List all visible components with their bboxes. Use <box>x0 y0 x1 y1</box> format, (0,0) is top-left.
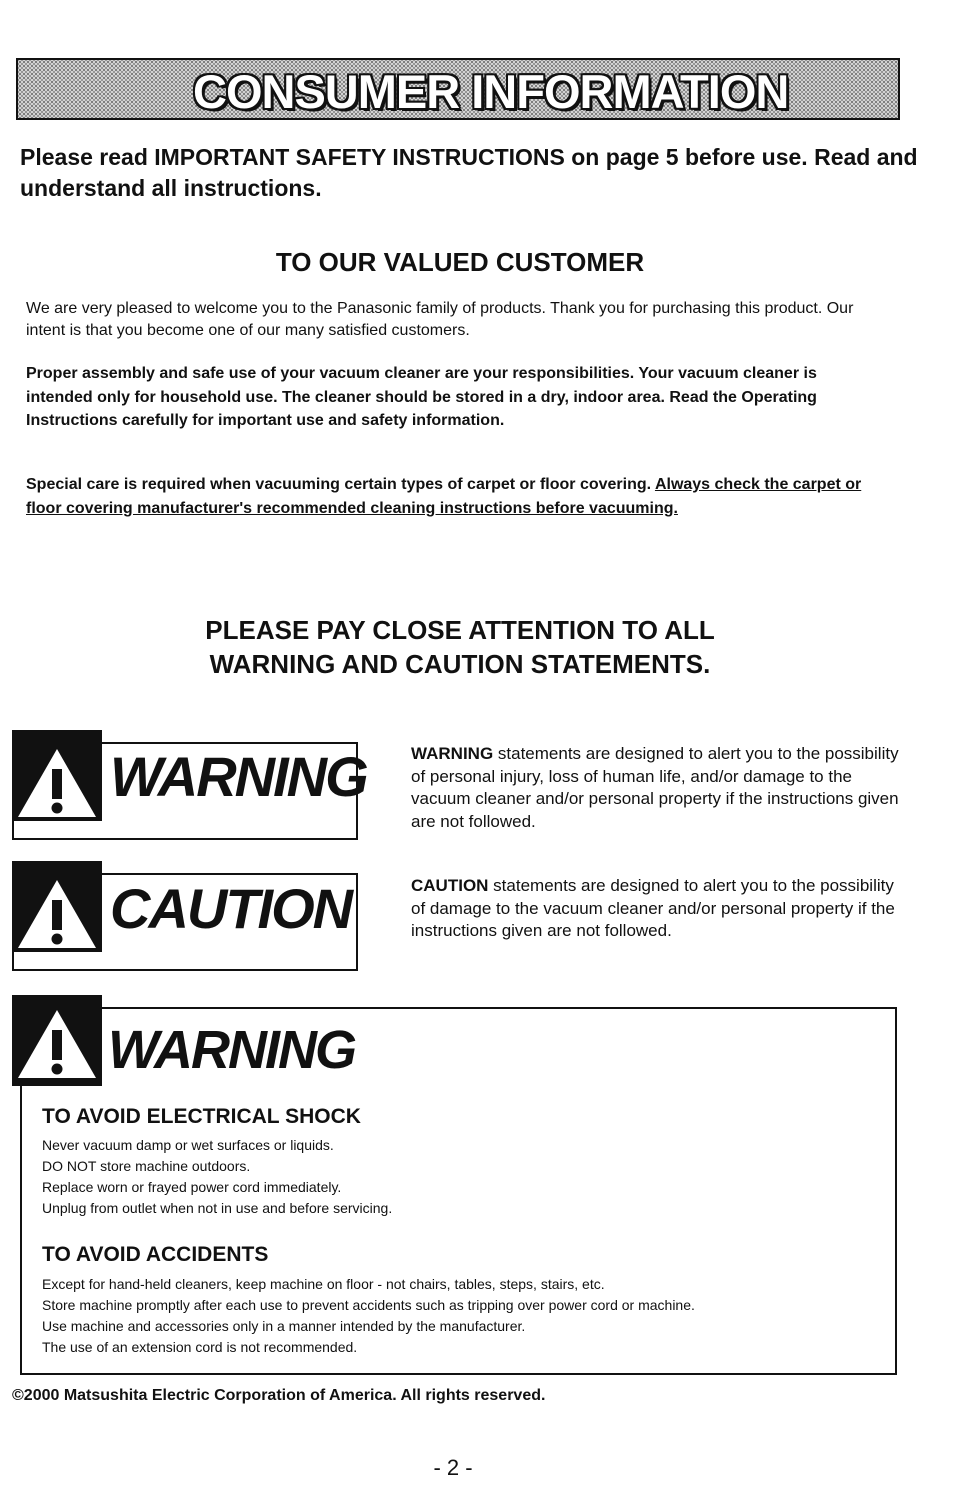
copyright-notice: ©2000 Matsushita Electric Corporation of America. All rights reserved. <box>12 1387 546 1404</box>
electrical-shock-list <box>42 1135 882 1219</box>
warning-label-word: WARNING <box>110 745 367 808</box>
caution-description-text: statements are designed to alert you to the possibility of damage to the vacuum cleaner and/or personal property if the instructions given are not followed. <box>411 876 895 940</box>
list-item: Store machine promptly after each use to prevent accidents such as tripping over power cord or machine. <box>42 1297 695 1313</box>
attention-heading <box>0 613 920 681</box>
list-item: Use machine and accessories only in a manner intended by the manufacturer. <box>42 1318 526 1334</box>
list-item: Replace worn or frayed power cord immediately. <box>42 1179 342 1195</box>
caution-keyword: CAUTION <box>411 876 489 895</box>
carpet-care-paragraph <box>26 473 886 520</box>
list-item: Unplug from outlet when not in use and before servicing. <box>42 1200 393 1216</box>
warning-triangle-icon <box>14 745 100 821</box>
list-item: The use of an extension cord is not recommended. <box>42 1339 358 1355</box>
carpet-care-underlined: Always check the carpet or floor covering manufacturer's recommended cleaning instructions before vacuuming. <box>26 476 862 517</box>
electrical-shock-heading: TO AVOID ELECTRICAL SHOCK <box>42 1105 361 1128</box>
list-item: Never vacuum damp or wet surfaces or liquids. <box>42 1137 334 1153</box>
warning-description <box>411 743 901 833</box>
caution-label-word: CAUTION <box>110 877 352 940</box>
header-banner <box>16 58 900 120</box>
welcome-paragraph: We are very pleased to welcome you to the Panasonic family of products. Thank you for purchasing this product. Our intent is that you become one of our many satisfied customers. <box>26 300 854 339</box>
page-number: - 2 - <box>433 1455 473 1480</box>
warning-keyword: WARNING <box>411 744 494 763</box>
page-title: CONSUMER INFORMATION <box>193 65 789 118</box>
intro-instructions: Please read IMPORTANT SAFETY INSTRUCTIONS on page 5 before use. Read and understand all instructions. <box>20 144 918 201</box>
caution-description <box>411 875 901 943</box>
list-item: DO NOT store machine outdoors. <box>42 1158 251 1174</box>
caution-triangle-icon <box>14 876 100 952</box>
accidents-list <box>42 1274 882 1358</box>
warning-box-triangle-icon <box>14 1006 100 1082</box>
carpet-care-intro: Special care is required when vacuuming certain types of carpet or floor covering. <box>26 476 655 493</box>
responsibility-paragraph: Proper assembly and safe use of your vacuum cleaner are your responsibilities. Your vacuum cleaner is intended only for household use. The cleaner should be stored in a dry, indoor area. Read the Operating Instructions carefully for important use and safety information. <box>26 365 817 429</box>
attention-line-1: PLEASE PAY CLOSE ATTENTION TO ALL <box>205 615 715 645</box>
attention-line-2: WARNING AND CAUTION STATEMENTS. <box>209 649 711 679</box>
warning-box-word: WARNING <box>108 1020 355 1080</box>
list-item: Except for hand-held cleaners, keep machine on floor - not chairs, tables, steps, stairs, etc. <box>42 1276 605 1292</box>
customer-heading: TO OUR VALUED CUSTOMER <box>275 247 645 277</box>
warning-description-text: statements are designed to alert you to the possibility of personal injury, loss of human life, and/or damage to the vacuum cleaner and/or personal property if the instructions given are not followed. <box>411 744 899 831</box>
accidents-heading: TO AVOID ACCIDENTS <box>42 1243 269 1266</box>
